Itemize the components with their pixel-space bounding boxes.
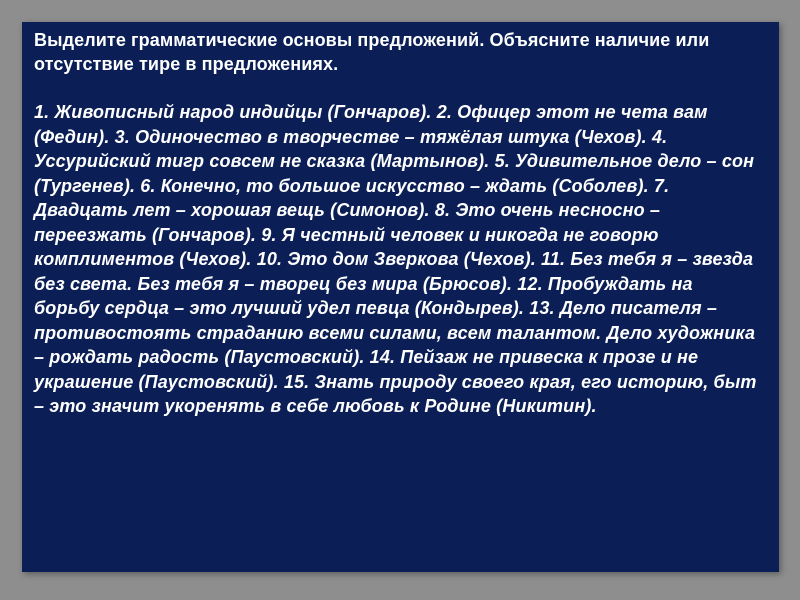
sentences-text: 1. Живописный народ индийцы (Гончаров). 2. Офицер этот не чета вам (Федин). 3. Одиночество в творчестве – тяжёлая штука (Чехов). 4. Уссурийский тигр совсем не сказка (Мартынов). 5. Удивительное дело – сон (Тургенев). 6. Конечно, то большое искусство – ждать (Соболев). 7. Двадцать лет – хорошая вещь (Симонов). 8. Это очень несносно – переезжать (Гончаров). 9. Я честный человек и никогда не говорю комплиментов (Чехов). 10. Это дом Зверкова (Чехов). 11. Без тебя я – звезда без света. Без тебя я – творец без мира (Брюсов). 12. Пробуждать на борьбу сердца – это лучший удел певца (Кондырев). 13. Дело писателя – противостоять страданию всеми силами, всем талантом. Дело художника – рождать радость (Паустовский). 14. Пейзаж не привеска к прозе и не украшение (Паустовский). 15. Знать природу своего края, его историю, быт – это значит укоренять в себе любовь к Родине (Никитин).	[34, 102, 757, 416]
slide-panel	[22, 22, 779, 572]
task-heading: Выделите грамматические основы предложений. Объясните наличие или отсутствие тире в предложениях.	[34, 30, 710, 74]
